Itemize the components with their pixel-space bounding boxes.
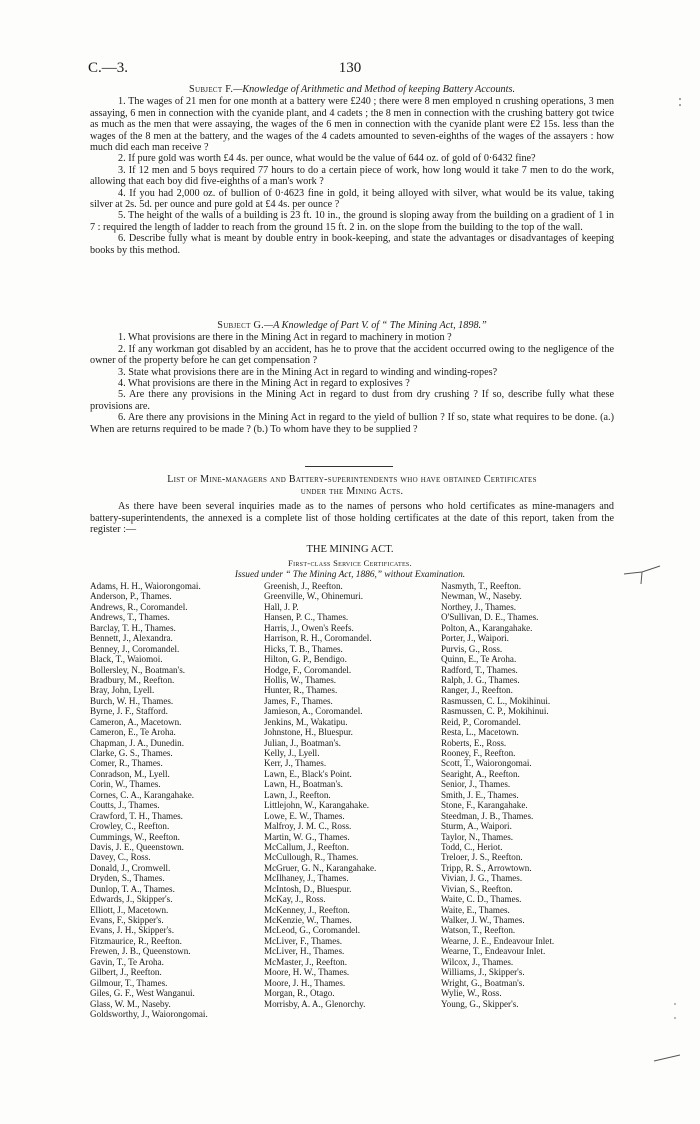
subject-g-title [90, 320, 614, 331]
certificate-holder: Wearne, J. E., Endeavour Inlet. [441, 935, 555, 946]
certificate-holder: Hunter, R., Thames. [264, 685, 338, 696]
subject-g-question: 4. What provisions are there in the Mining Act in regard to explosives ? [118, 378, 410, 390]
certificate-holder: Hall, J. P. [264, 601, 299, 612]
holders-column-2 [264, 581, 376, 1009]
certificate-holder: Barclay, T. H., Thames. [90, 622, 176, 633]
certificate-holder: Radford, T., Thames. [441, 664, 518, 675]
certificate-holder: Vivian, S., Reefton. [441, 883, 513, 894]
subject-f-title [90, 84, 614, 95]
certificate-holder: Vivian, J. G., Thames. [441, 873, 523, 884]
certificate-holder: Comer, R., Thames. [90, 758, 163, 769]
certificate-holder: Black, T., Waiomoi. [90, 654, 163, 665]
certificate-holder: McIlhaney, J., Thames. [264, 873, 349, 884]
certificate-holder: Todd, C., Heriot. [441, 841, 503, 852]
certificate-holder: Steedman, J. B., Thames. [441, 810, 534, 821]
certificate-holder: Crowley, C., Reefton. [90, 821, 170, 832]
subject-f-question: 6. Describe fully what is meant by double entry in book-keeping, and state the advantages or disadvantages of keeping books by this method. [90, 233, 614, 256]
certificate-holder: Waite, E., Thames. [441, 904, 510, 915]
certificate-holder: Lawn, E., Black's Point. [264, 768, 352, 779]
certificate-holder: Andrews, R., Coromandel. [90, 601, 188, 612]
subject-f-question: 1. The wages of 21 men for one month at a battery were £240 ; there were 8 men employed n crushing operations, 3 men assaying, 6 men in connection with the cyanide plant, and 4 cadets ; the 8 men in connection with the crushing battery got twice as much as the men that were assaying, the wages of the 6 men in connection with the cyanide plant were £2 15s. less than the wages of the 8 men at the battery, and the wages of the 4 cadets amounted to seven-eighths of the wages of the assayers : how much did each man receive ? [90, 96, 614, 154]
certificate-holder: James, F., Thames. [264, 695, 333, 706]
section-divider [305, 466, 393, 467]
subject-g-heading: —A Knowledge of Part V. of “ The Mining Act, 1898.” [264, 320, 487, 331]
certificate-holder: Waite, C. D., Thames. [441, 894, 522, 905]
certificate-holder: Rooney, F., Reefton. [441, 748, 516, 758]
certificate-holder: Porter, J., Waipori. [441, 633, 509, 644]
certificate-holder: Glass, W. M., Naseby. [90, 998, 171, 1009]
certificate-holder: Sturm, A., Waipori. [441, 821, 512, 832]
certificate-holder: Hilton, G. P., Bendigo. [264, 654, 347, 665]
certificate-holder: Wright, G., Boatman's. [441, 977, 525, 988]
certificate-holder: Polton, A., Karangahake. [441, 622, 533, 633]
certificate-holder: Cameron, A., Macetown. [90, 716, 182, 727]
subject-f-question: 3. If 12 men and 5 boys required 77 hours to do a certain piece of work, how long would it take 7 men to do the work, allowing that each boy did five-eighths of a man's work ? [90, 164, 614, 188]
certificate-holder: Gilbert, J., Reefton. [90, 967, 162, 978]
certificate-holder: Senior, J., Thames. [441, 779, 511, 790]
certificate-holder: McGruer, G. N., Karangahake. [264, 862, 377, 873]
subject-f-question: 2. If pure gold was worth £4 4s. per ounce, what would be the value of 644 oz. of gold of 0·6432 fine? [118, 153, 536, 165]
certificate-holder: Northey, J., Thames. [441, 601, 517, 612]
certificate-holder: Crawford, T. H., Thames. [90, 810, 183, 821]
certificate-holder: Harris, J., Owen's Reefs. [264, 622, 354, 633]
certificate-holder: Evans, F., Skipper's. [90, 915, 164, 925]
certificate-holder: Benney, J., Coromandel. [90, 643, 180, 654]
certificate-holder: Andrews, T., Thames. [90, 612, 170, 623]
certificate-holder: Dryden, S., Thames. [90, 873, 165, 884]
certificate-holder: Rasmussen, C. L., Mokihinui. [441, 695, 551, 706]
list-title [90, 474, 614, 498]
certificate-holder: Moore, J. H., Thames. [264, 977, 346, 988]
subject-g-question: 2. If any workman got disabled by an accident, has he to prove that the accident occurred owing to the negligence of the owner of the property before he can get compensation ? [90, 343, 614, 367]
issued-note: Issued under “ The Mining Act, 1886,” without Examination. [234, 570, 466, 580]
certificate-holder: Malfroy, J. M. C., Ross. [264, 821, 352, 832]
certificate-holder: Morgan, R., Otago. [264, 988, 335, 999]
list-intro: As there have been several inquiries made as to the names of persons who hold certificates as mine-managers and battery-superintendents, the annexed is a complete list of those holding certificates at the date of this report, taken from the register :— [90, 501, 614, 536]
certificate-holder: Young, G., Skipper's. [441, 998, 519, 1009]
certificate-holder: Greenish, J., Reefton. [264, 581, 343, 591]
certificate-holder: Bollersley, N., Boatman's. [90, 664, 186, 675]
certificate-holder: Wearne, T., Endeavour Inlet. [441, 946, 546, 957]
certificate-holder: McMaster, J., Reefton. [264, 956, 347, 967]
certificate-holder: Watson, T., Reefton. [441, 925, 516, 936]
subject-g-question: 1. What provisions are there in the Mining Act in regard to machinery in motion ? [118, 332, 452, 344]
certificate-holder: Bradbury, M., Reefton. [90, 674, 175, 685]
certificate-holder: Purvis, G., Ross. [441, 643, 503, 654]
certificate-holder: McKenzie, W., Thames. [264, 915, 352, 925]
certificate-holder: McCullough, R., Thames. [264, 852, 359, 863]
certificate-holder: Walker, J. W., Thames. [441, 915, 525, 925]
certificate-holder: McLiver, H., Thames. [264, 946, 345, 957]
list-title-line: List of Mine-managers and Battery-superintendents who have obtained Certificates [167, 474, 537, 485]
certificate-holder: Frewen, J. B., Queenstown. [90, 946, 191, 957]
certificate-holder: Hansen, P. C., Thames. [264, 612, 349, 623]
certificate-holder: O'Sullivan, D. E., Thames. [441, 612, 539, 623]
certificate-holder: Davey, C., Ross. [90, 852, 151, 863]
certificate-holder: Rasmussen, C. P., Mokihinui. [441, 706, 549, 717]
subject-f-heading: —Knowledge of Arithmetic and Method of keeping Battery Accounts. [233, 84, 515, 95]
certificate-holder: Ranger, J., Reefton. [441, 685, 513, 696]
certificate-holder: Lawn, H., Boatman's. [264, 779, 343, 790]
certificate-holder: Stone, F., Karangahake. [441, 800, 528, 811]
certificate-holder: McKenney, J., Reefton. [264, 904, 350, 915]
page-number: 130 [338, 60, 362, 76]
certificate-holder: Corin, W., Thames. [90, 779, 161, 790]
certificate-holder: Martin, W. G., Thames. [264, 831, 350, 842]
certificate-holder: Goldsworthy, J., Waiorongomai. [90, 1008, 208, 1019]
certificate-class: First-class Service Certificates. [288, 558, 412, 568]
act-title: THE MINING ACT. [306, 544, 394, 555]
certificate-holder: Roberts, E., Ross. [441, 737, 507, 748]
certificate-holder: Wilcox, J., Thames. [441, 956, 514, 967]
certificate-holder: Donald, J., Cromwell. [90, 862, 171, 873]
certificate-holder: McKay, J., Ross. [264, 894, 326, 905]
certificate-holder: Treloer, J. S., Reefton. [441, 852, 523, 863]
certificate-holder: Bennett, J., Alexandra. [90, 633, 173, 644]
subject-g-lead: Subject G. [217, 320, 265, 331]
certificate-holder: Gavin, T., Te Aroha. [90, 956, 164, 967]
certificate-holder: Kelly, J., Lyell. [264, 748, 320, 758]
holders-column-3 [441, 581, 554, 1009]
certificate-holder: Wylie, W., Ross. [441, 988, 502, 999]
certificate-holder: Searight, A., Reefton. [441, 768, 520, 779]
certificate-holder: Adams, H. H., Waiorongomai. [90, 581, 201, 591]
subject-g-question: 5. Are there any provisions in the Mining Act in regard to dust from dry crushing ? If so, describe fully what these provisions are. [90, 389, 614, 412]
list-title-line: under the Mining Acts. [300, 486, 404, 497]
certificate-holder: Reid, P., Coromandel. [441, 716, 521, 727]
certificate-holder: Gilmour, T., Thames. [90, 977, 168, 988]
subject-g-block [90, 320, 614, 435]
certificate-holder: Nasmyth, T., Reefton. [441, 581, 521, 591]
certificate-holder: Cummings, W., Reefton. [90, 831, 180, 842]
subject-f-question: 4. If you had 2,000 oz. of bullion of 0·4623 fine in gold, it being alloyed with silver, what would be its value, taking silver at 2s. 5d. per ounce and pure gold at £4 4s. per ounce ? [90, 187, 614, 211]
certificate-holder: Coutts, J., Thames. [90, 800, 160, 811]
certificate-holder: McCallum, J., Reefton. [264, 841, 349, 852]
certificate-holder: Hollis, W., Thames. [264, 674, 337, 685]
certificate-holder: Anderson, P., Thames. [90, 591, 172, 602]
certificate-holder: Jamieson, A., Coromandel. [264, 706, 363, 717]
certificate-holder: Giles, G. F., West Wanganui. [90, 988, 195, 999]
certificate-holder: Evans, J. H., Skipper's. [90, 925, 174, 936]
certificate-holder: Scott, T., Waiorongomai. [441, 758, 532, 769]
subject-f-block [90, 84, 614, 256]
certificate-holder: Bray, John, Lyell. [90, 685, 155, 696]
certificate-holder: Littlejohn, W., Karangahake. [264, 800, 370, 811]
certificate-holder: Davis, J. E., Queenstown. [90, 841, 184, 852]
subject-f-lead: Subject F. [189, 84, 234, 95]
certificate-holder: Edwards, J., Skipper's. [90, 894, 173, 905]
certificate-holder: Resta, L., Macetown. [441, 727, 519, 738]
subject-f-question: 5. The height of the walls of a building is 23 ft. 10 in., the ground is sloping away from the building on a gradient of 1 in 7 : required the length of ladder to reach from the ground 15 ft. 2 in. on the slope from the building to the top of the wall. [90, 210, 614, 233]
certificate-holder: Cornes, C. A., Karangahake. [90, 789, 195, 800]
certificate-holder: Greenville, W., Ohinemuri. [264, 591, 364, 602]
certificate-holder: McLeod, G., Coromandel. [264, 925, 360, 936]
certificate-holder: Chapman, J. A., Dunedin. [90, 737, 184, 748]
certificate-holder: Newman, W., Naseby. [441, 591, 522, 602]
certificate-holder: Kerr, J., Thames. [264, 758, 327, 769]
certificate-holder: Johnstone, H., Bluespur. [264, 727, 353, 738]
certificate-holder: Smith, J. E., Thames. [441, 789, 519, 800]
certificate-holder: Morrisby, A. A., Glenorchy. [264, 998, 366, 1009]
margin-mark-icon [672, 1000, 678, 1024]
certificate-holder: Lawn, J., Reefton. [264, 789, 331, 800]
certificate-holder: Harrison, R. H., Coromandel. [264, 633, 372, 644]
certificate-holder: Williams, J., Skipper's. [441, 967, 525, 978]
certificate-holder: Lowe, E. W., Thames. [264, 810, 345, 821]
certificate-holder: McLiver, F., Thames. [264, 935, 343, 946]
subject-g-question: 3. State what provisions there are in the Mining Act in regard to winding and winding-ropes? [118, 366, 498, 378]
section-reference: C.—3. [88, 60, 129, 76]
margin-scratch-icon [622, 562, 662, 586]
certificate-holder: Fitzmaurice, R., Reefton. [90, 935, 182, 946]
certificate-holder: Hodge, F., Coromandel. [264, 664, 352, 675]
certificate-holder: Moore, H. W., Thames. [264, 967, 350, 978]
certificate-holder: Conradson, M., Lyell. [90, 768, 170, 779]
certificate-holder: Julian, J., Boatman's. [264, 737, 341, 748]
holders-column-1 [90, 581, 208, 1019]
certificate-holder: Cameron, E., Te Aroha. [90, 727, 176, 738]
certificate-holder: Hicks, T. B., Thames. [264, 643, 343, 654]
certificate-holder: Burch, W. H., Thames. [90, 695, 174, 706]
certificate-holder: Quinn, E., Te Aroha. [441, 654, 517, 665]
certificate-holder: Dunlop, T. A., Thames. [90, 883, 175, 894]
subject-g-question: 6. Are there any provisions in the Mining Act in regard to the yield of bullion ? If so, state what requires to be done. (a.) When are returns required to be made ? (b.) To whom have they to be supplied ? [90, 412, 614, 435]
certificate-holder: McIntosh, D., Bluespur. [264, 883, 352, 894]
certificate-holder: Ralph, J. G., Thames. [441, 674, 520, 685]
margin-scratch-icon [652, 1052, 682, 1064]
certificate-holder: Byrne, J. F., Stafford. [90, 706, 168, 717]
certificate-holder: Clarke, G. S., Thames. [90, 748, 173, 758]
certificate-holder: Jenkins, M., Wakatipu. [264, 716, 348, 727]
certificate-holder: Tripp, R. S., Arrowtown. [441, 862, 532, 873]
certificate-holder: Elliott, J., Macetown. [90, 904, 169, 915]
certificate-holder: Taylor, N., Thames. [441, 831, 514, 842]
margin-mark-icon [676, 96, 684, 110]
